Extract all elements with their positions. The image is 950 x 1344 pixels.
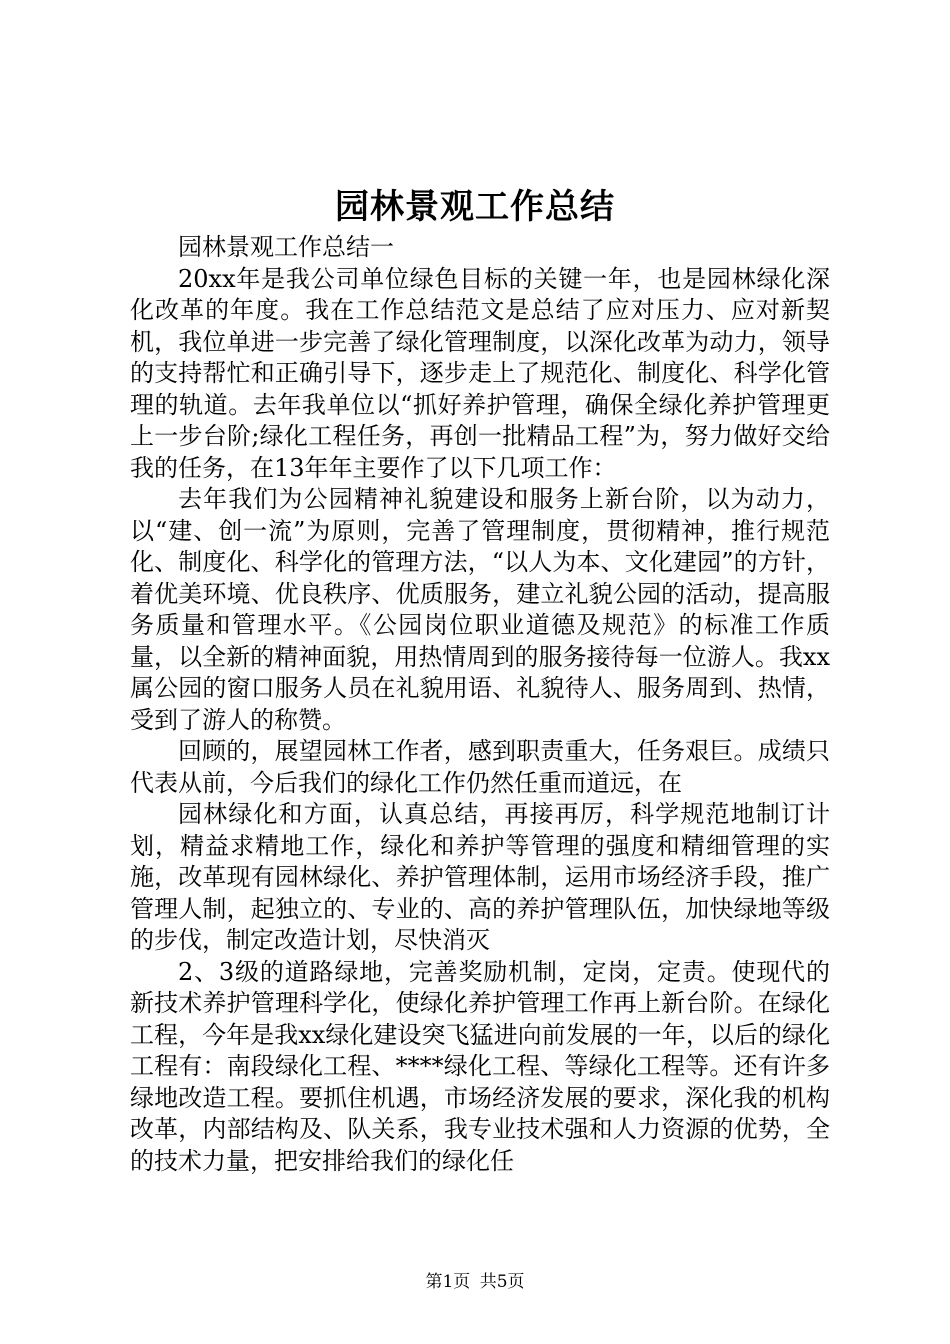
paragraph: 园林绿化和方面，认真总结，再接再厉，科学规范地制订计划，精益求精地工作，绿化和养护等管理的强度和精细管理的实施，改革现有园林绿化、养护管理体制，运用市场经济手段，推广管理人制，起独立的、专业的、高的养护管理队伍，加快绿地等级的步伐，制定改造计划，尽快消灭 [130, 800, 830, 954]
paragraph: 20xx年是我公司单位绿色目标的关键一年，也是园林绿化深化改革的年度。我在工作总结范文是总结了应对压力、应对新契机，我位单进一步完善了绿化管理制度，以深化改革为动力，领导的支持帮忙和正确引导下，逐步走上了规范化、制度化、科学化管理的轨道。去年我单位以“抓好养护管理，确保全绿化养护管理更上一步台阶;绿化工程任务，再创一批精品工程”为，努力做好交给我的任务，在13年年主要作了以下几项工作： [130, 264, 830, 482]
paragraph: 回顾的，展望园林工作者，感到职责重大，任务艰巨。成绩只代表从前，今后我们的绿化工作仍然任重而道远，在 [130, 737, 830, 797]
section-heading: 园林景观工作总结一 [178, 233, 394, 261]
page-number-footer: 第1页 共5页 [425, 1272, 525, 1292]
document-body [130, 232, 830, 1177]
document-title: 园林景观工作总结 [335, 187, 615, 227]
paragraph: 2、3级的道路绿地，完善奖励机制，定岗，定责。使现代的新技术养护管理科学化，使绿化养护管理工作再上新台阶。在绿化工程，今年是我xx绿化建设突飞猛进向前发展的一年，以后的绿化工程有：南段绿化工程、****绿化工程、等绿化工程等。还有许多绿地改造工程。要抓住机遇，市场经济发展的要求，深化我的机构改革，内部结构及、队关系，我专业技术强和人力资源的优势，全的技术力量，把安排给我们的绿化任 [130, 957, 830, 1175]
paragraph: 去年我们为公园精神礼貌建设和服务上新台阶，以为动力，以“建、创一流”为原则，完善了管理制度，贯彻精神，推行规范化、制度化、科学化的管理方法，“以人为本、文化建园”的方针，着优美环境、优良秩序、优质服务，建立礼貌公园的活动，提高服务质量和管理水平。《公园岗位职业道德及规范》的标准工作质量，以全新的精神面貌，用热情周到的服务接待每一位游人。我xx属公园的窗口服务人员在礼貌用语、礼貌待人、服务周到、热情，受到了游人的称赞。 [130, 485, 830, 734]
